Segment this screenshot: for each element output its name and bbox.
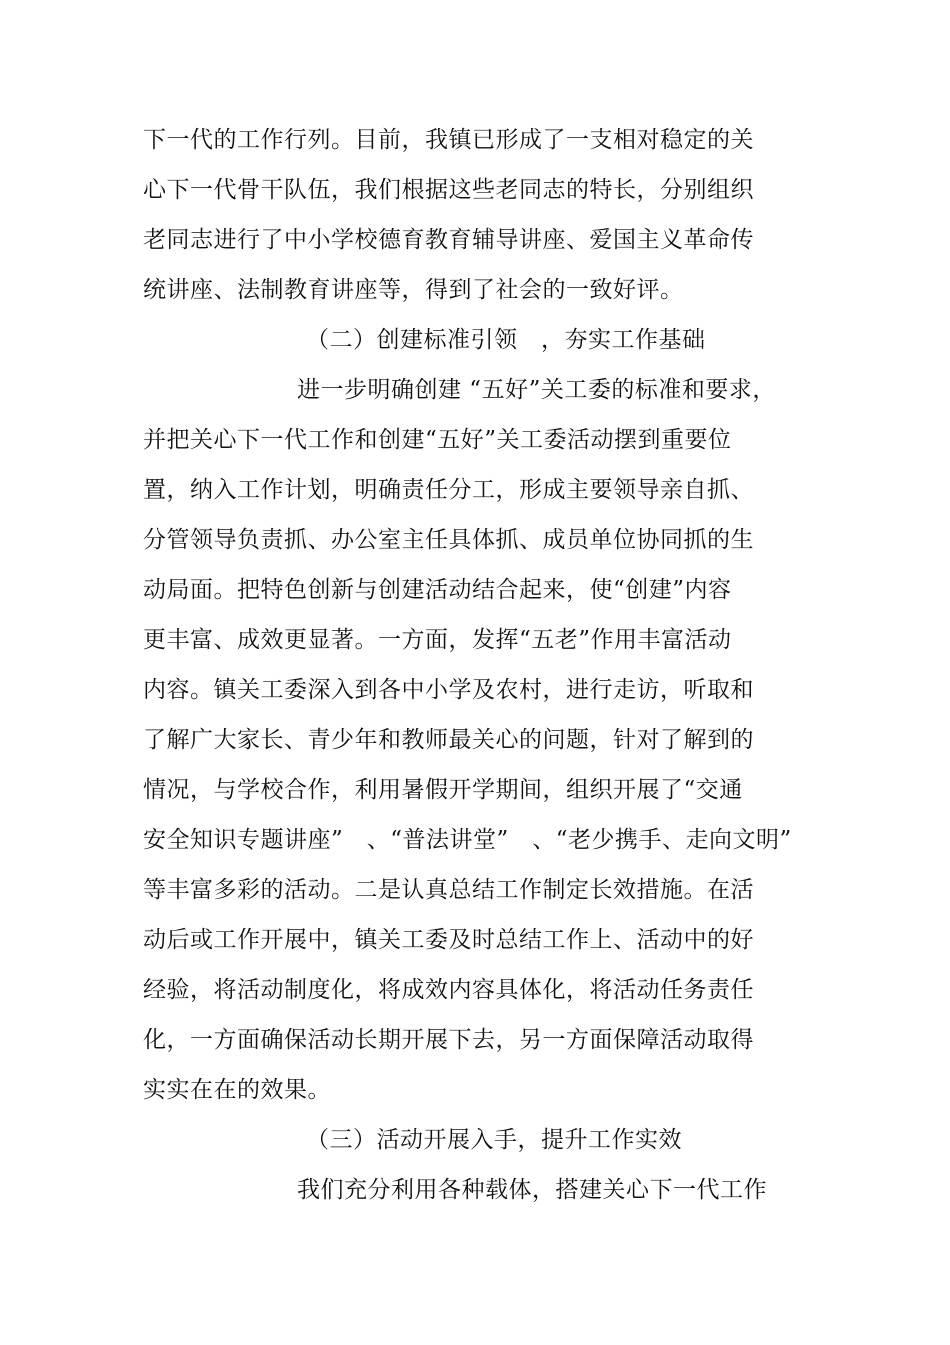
body-text-line: 进一步明确创建 “五好”关工委的标准和要求， xyxy=(297,377,776,403)
body-text-line: 动后或工作开展中，镇关工委及时总结工作上、活动中的好 xyxy=(143,927,754,953)
body-text-line: 实实在在的效果。 xyxy=(143,1077,331,1103)
body-text-line: 等丰富多彩的活动。二是认真总结工作制定长效措施。在活 xyxy=(143,877,754,903)
body-text-line: 情况，与学校合作，利用暑假开学期间，组织开展了“交通 xyxy=(143,777,743,803)
body-text-line: 并把关心下一代工作和创建“五好”关工委活动摆到重要位 xyxy=(143,427,732,453)
body-text-line: 分管领导负责抓、办公室主任具体抓、成员单位协同抓的生 xyxy=(143,527,754,553)
body-text-line: 我们充分利用各种载体，搭建关心下一代工作 xyxy=(297,1177,767,1203)
body-text-line: 心下一代骨干队伍，我们根据这些老同志的特长，分别组织 xyxy=(143,177,754,203)
body-text-line: 了解广大家长、青少年和教师最关心的问题，针对了解到的 xyxy=(143,727,754,753)
body-text-line: 置，纳入工作计划，明确责任分工，形成主要领导亲自抓、 xyxy=(143,477,754,503)
body-text-line: 动局面。把特色创新与创建活动结合起来，使“创建”内容 xyxy=(143,577,732,603)
body-text-line: 统讲座、法制教育讲座等，得到了社会的一致好评。 xyxy=(143,277,684,303)
section-heading: （二）创建标准引领 ，夯实工作基础 xyxy=(306,327,706,353)
body-text-line: 化，一方面确保活动长期开展下去，另一方面保障活动取得 xyxy=(143,1027,754,1053)
body-text-line: 下一代的工作行列。目前，我镇已形成了一支相对稳定的关 xyxy=(143,127,754,153)
body-text-line: 内容。镇关工委深入到各中小学及农村，进行走访，听取和 xyxy=(143,677,754,703)
body-text-line: 更丰富、成效更显著。一方面，发挥“五老”作用丰富活动 xyxy=(143,627,732,653)
body-text-line: 老同志进行了中小学校德育教育辅导讲座、爱国主义革命传 xyxy=(143,227,754,253)
body-text-line: 经验，将活动制度化，将成效内容具体化，将活动任务责任 xyxy=(143,977,754,1003)
body-text-line: 安全知识专题讲座” 、“普法讲堂” 、“老少携手、走向文明” xyxy=(143,827,792,853)
section-heading: （三）活动开展入手，提升工作实效 xyxy=(306,1127,682,1153)
